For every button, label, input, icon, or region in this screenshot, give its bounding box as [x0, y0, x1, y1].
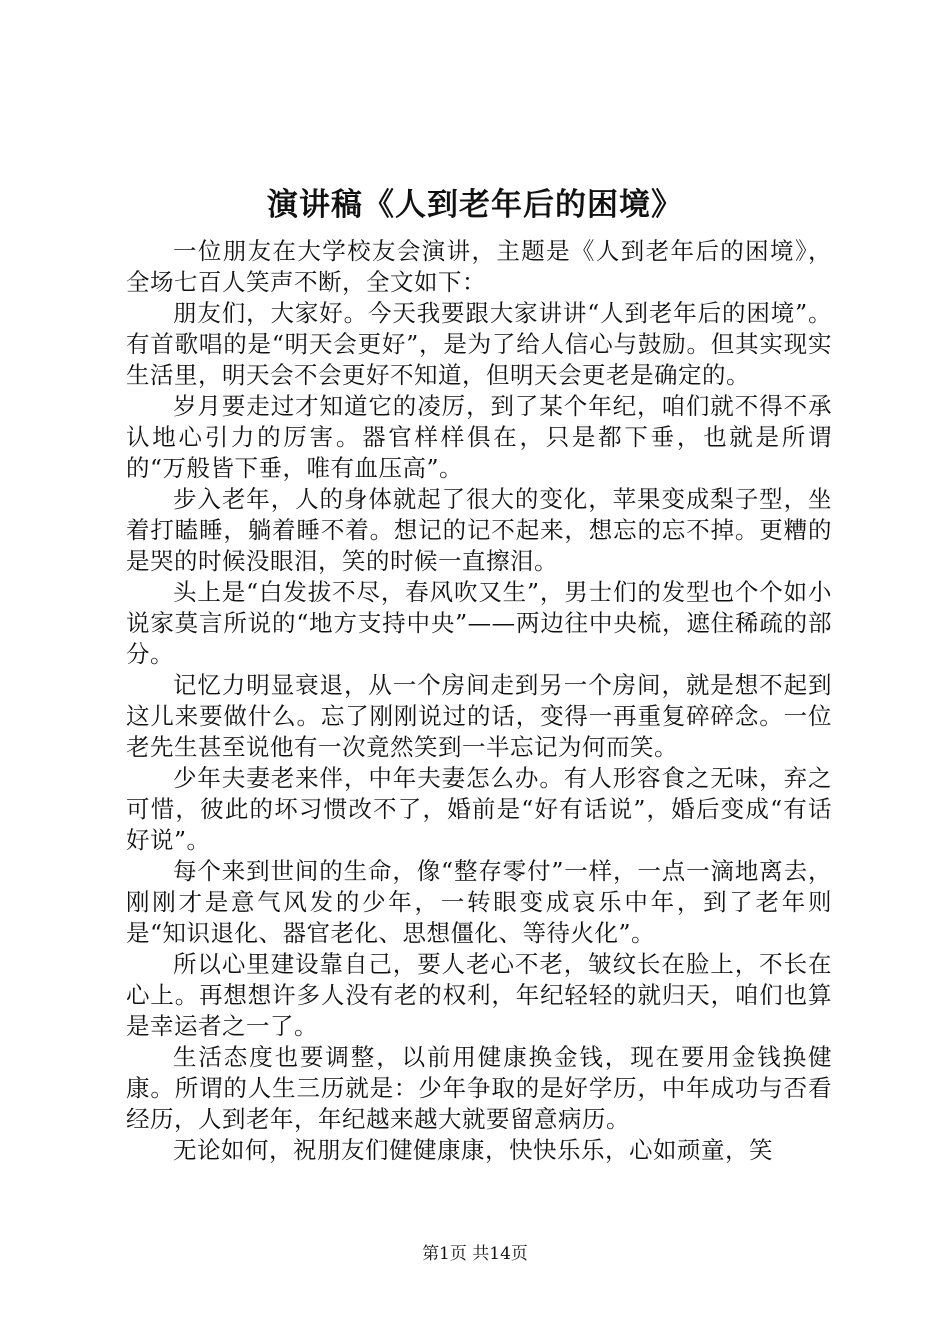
- paragraph: 少年夫妻老来伴，中年夫妻怎么办。有人形容食之无味，弃之可惜，彼此的坏习惯改不了，婚前是“好有话说”，婚后变成“有话好说”。: [126, 764, 832, 854]
- paragraph: 所以心里建设靠自己，要人老心不老，皱纹长在脸上，不长在心上。再想想许多人没有老的权利，年纪轻轻的就归天，咱们也算是幸运者之一了。: [126, 950, 832, 1040]
- paragraph: 头上是“白发拔不尽，春风吹又生”，男士们的发型也个个如小说家莫言所说的“地方支持中央”——两边往中央梳，遮住稀疏的部分。: [126, 578, 832, 668]
- page-number-footer: 第1页 共14页: [422, 1244, 528, 1264]
- paragraph: 朋友们，大家好。今天我要跟大家讲讲“人到老年后的困境”。有首歌唱的是“明天会更好”，是为了给人信心与鼓励。但其实现实生活里，明天会不会更好不知道，但明天会更老是确定的。: [126, 299, 832, 389]
- paragraph: 每个来到世间的生命，像“整存零付”一样，一点一滴地离去，刚刚才是意气风发的少年，一转眼变成哀乐中年，到了老年则是“知识退化、器官老化、思想僵化、等待火化”。: [126, 857, 832, 947]
- paragraph: 无论如何，祝朋友们健健康康，快快乐乐，心如顽童，笑: [173, 1136, 773, 1164]
- paragraph: 记忆力明显衰退，从一个房间走到另一个房间，就是想不起到这儿来要做什么。忘了刚刚说过的话，变得一再重复碎碎念。一位老先生甚至说他有一次竟然笑到一半忘记为何而笑。: [126, 671, 832, 761]
- paragraph: 步入老年，人的身体就起了很大的变化，苹果变成梨子型，坐着打瞌睡，躺着睡不着。想记的记不起来，想忘的忘不掉。更糟的是哭的时候没眼泪，笑的时候一直擦泪。: [126, 485, 832, 575]
- document-title: 演讲稿《人到老年后的困境》: [267, 187, 683, 223]
- paragraph: 生活态度也要调整，以前用健康换金钱，现在要用金钱换健康。所谓的人生三历就是：少年争取的是好学历，中年成功与否看经历，人到老年，年纪越来越大就要留意病历。: [126, 1043, 832, 1133]
- paragraph: 岁月要走过才知道它的凌厉，到了某个年纪，咱们就不得不承认地心引力的厉害。器官样样俱在，只是都下垂，也就是所谓的“万般皆下垂，唯有血压高”。: [126, 392, 832, 482]
- document-body: [126, 236, 832, 1166]
- paragraph: 一位朋友在大学校友会演讲，主题是《人到老年后的困境》，全场七百人笑声不断，全文如下：: [126, 237, 832, 296]
